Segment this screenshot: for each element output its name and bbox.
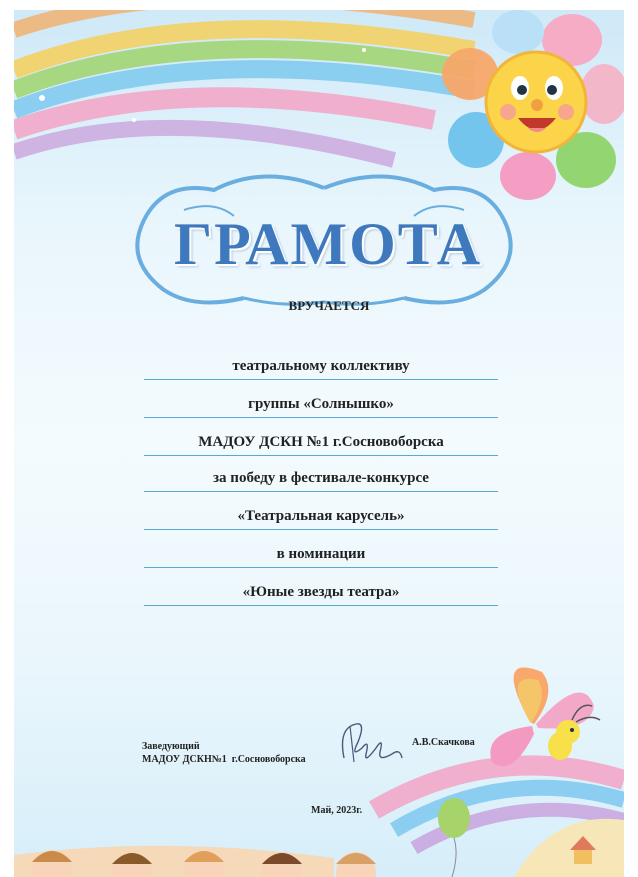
- award-line-6: в номинации: [144, 546, 498, 568]
- handwritten-signature: [336, 718, 408, 770]
- signatory-name: А.В.Скачкова: [412, 737, 475, 748]
- signatory-position: Заведующий: [142, 741, 200, 752]
- award-line-3: МАДОУ ДСКН №1 г.Сосновоборска: [144, 434, 498, 456]
- butterfly-illustration: [472, 662, 612, 778]
- award-line-2: группы «Солнышко»: [144, 396, 498, 418]
- signatory-organization: МАДОУ ДСКН№1 г.Сосновоборска: [142, 754, 306, 765]
- award-line-7: «Юные звезды театра»: [144, 584, 498, 606]
- certificate-sheet: [14, 10, 624, 877]
- signatory-block: [142, 740, 306, 766]
- award-line-1: театральному коллективу: [144, 358, 498, 380]
- award-line-4: за победу в фестивале-конкурсе: [144, 470, 498, 492]
- certificate-title: ГРАМОТА: [174, 211, 483, 277]
- certificate-date: Май, 2023г.: [311, 805, 363, 816]
- award-line-5: «Театральная карусель»: [144, 508, 498, 530]
- certificate-subtitle: ВРУЧАЕТСЯ: [288, 298, 370, 313]
